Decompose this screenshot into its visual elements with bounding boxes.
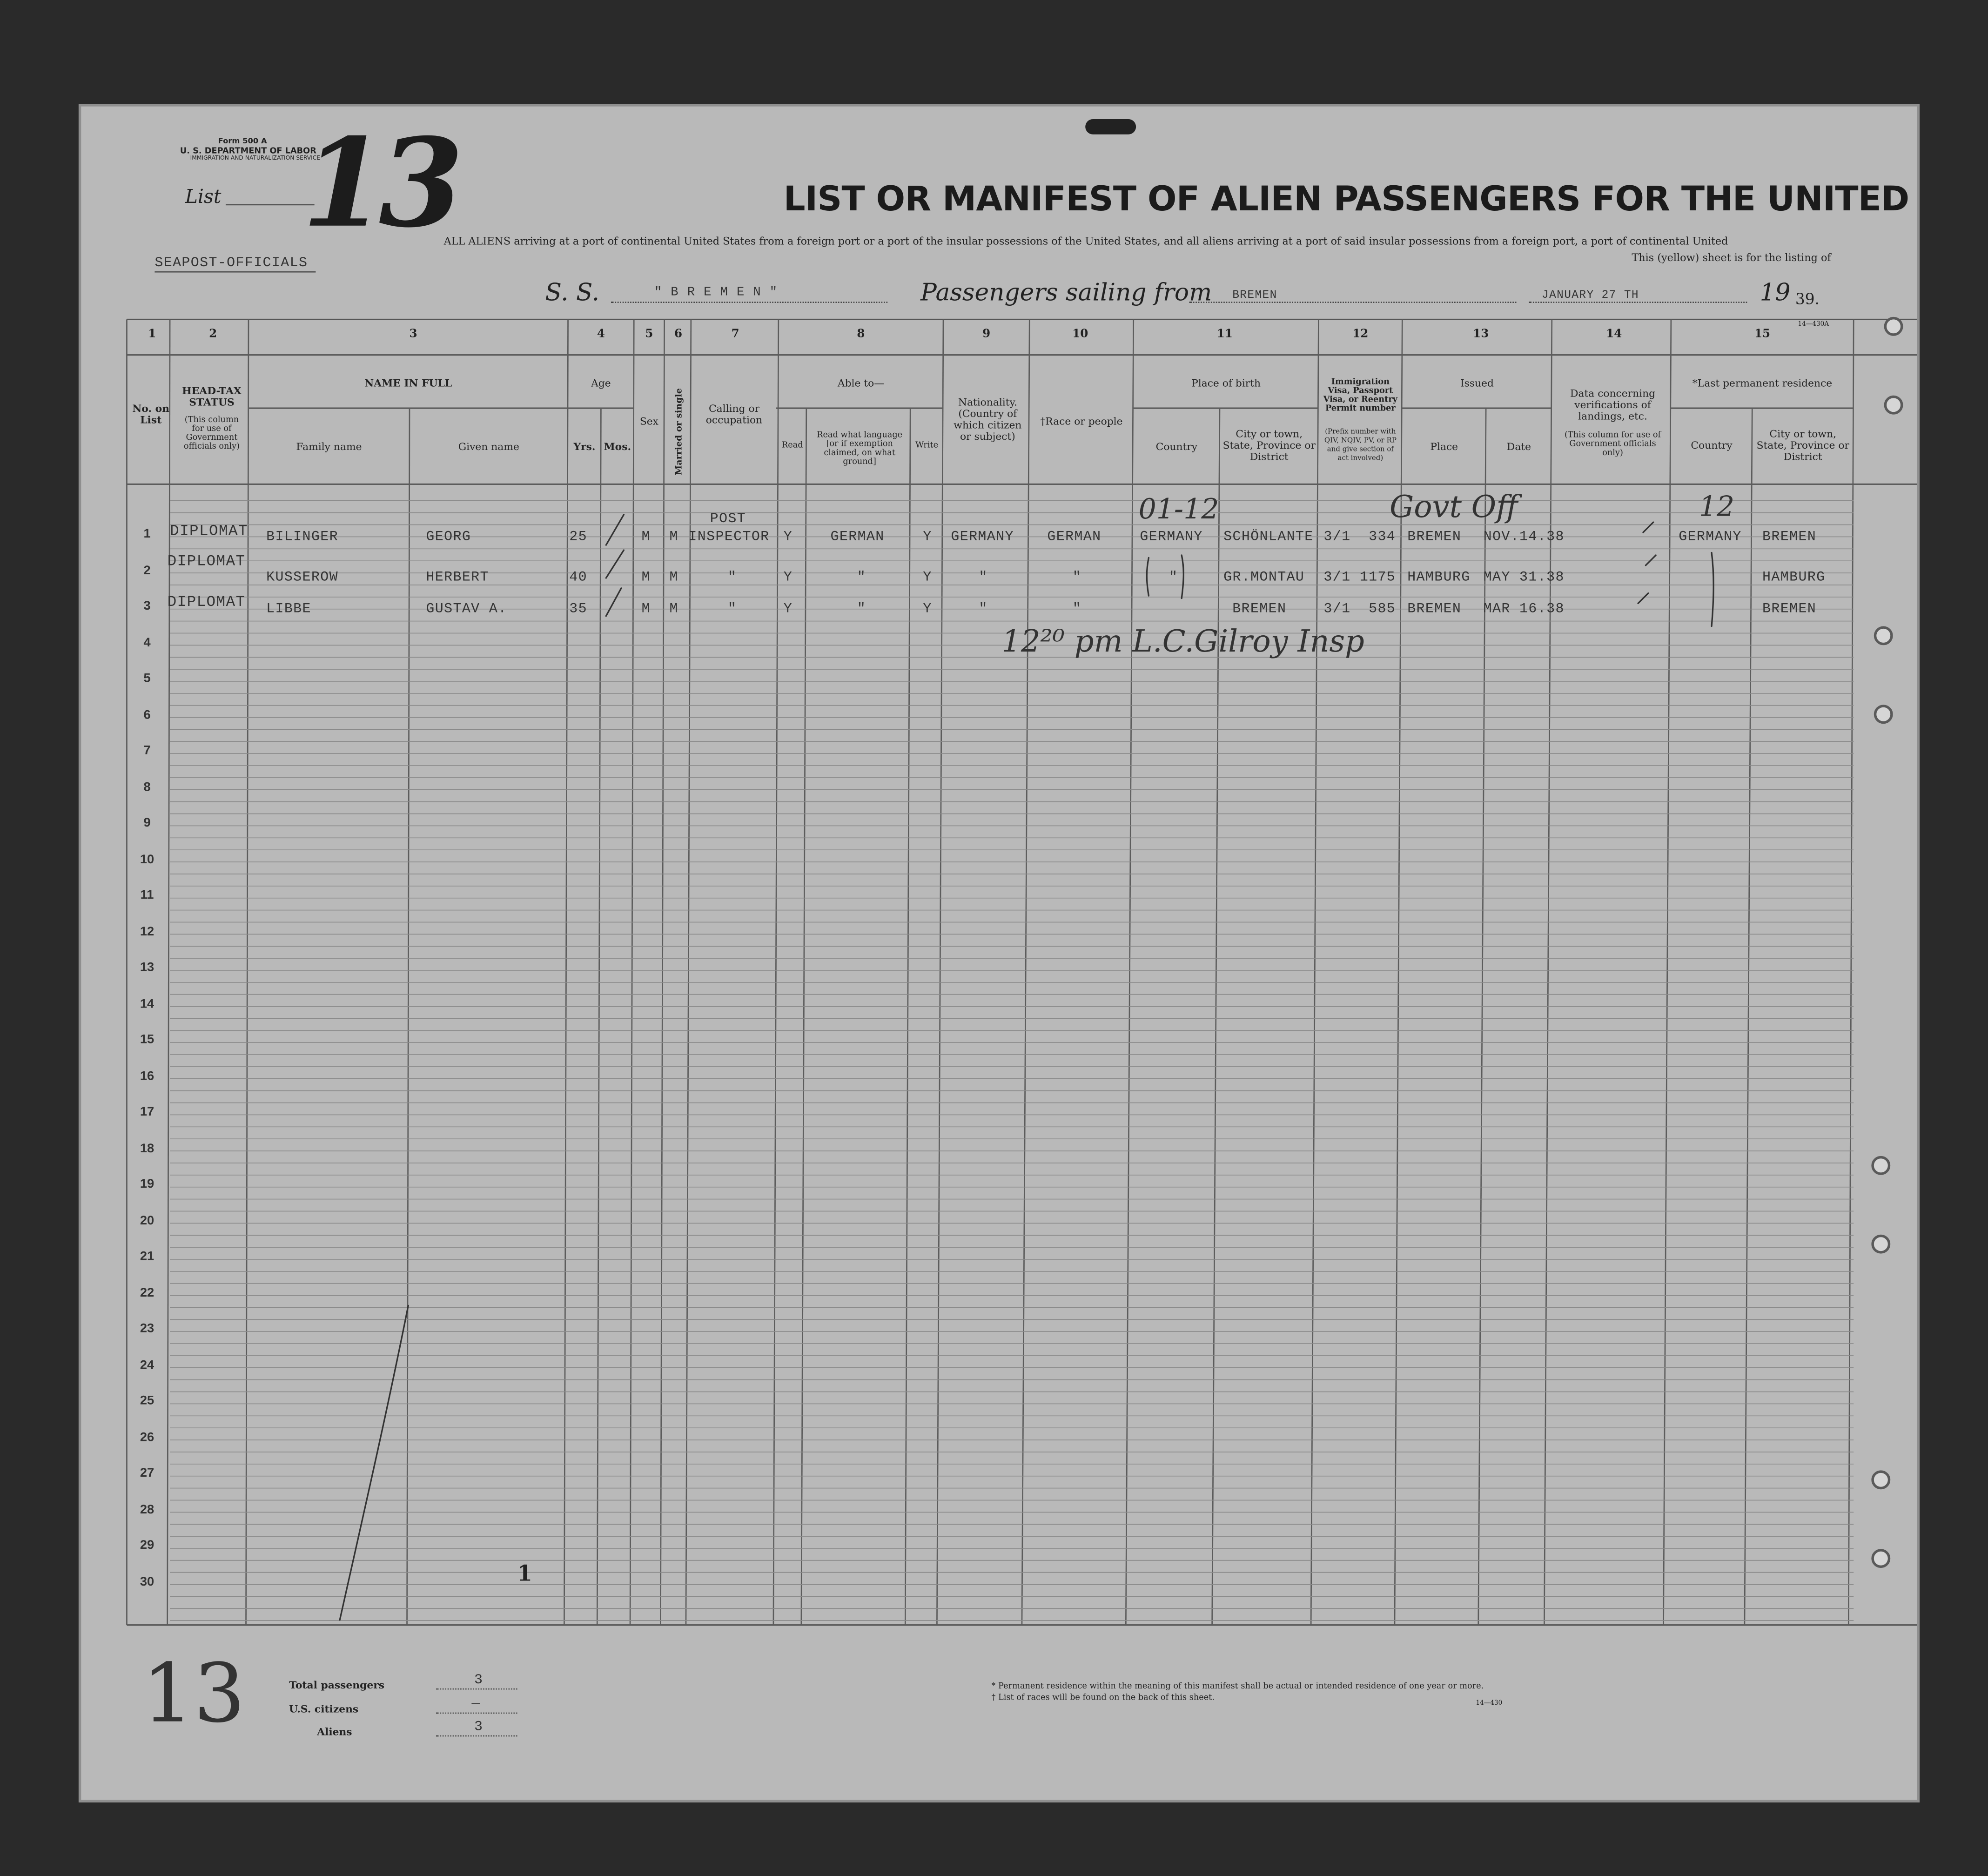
row-number: 23 xyxy=(140,1322,154,1336)
row1-language: GERMAN xyxy=(830,530,885,545)
total-passengers-label: Total passengers xyxy=(289,1678,384,1691)
col-num-12: 12 xyxy=(1352,328,1369,341)
binder-hole xyxy=(1874,626,1893,645)
row3-occupation: " xyxy=(727,602,737,618)
hdr-read-language: Read what language [or if exemption claimed, on what ground] xyxy=(817,430,903,467)
us-citizens-label: U.S. citizens xyxy=(289,1702,359,1715)
row-number: 6 xyxy=(143,708,151,722)
row2-yrs: 40 xyxy=(569,570,587,586)
page-mark: 1 xyxy=(517,1561,532,1587)
row3-language: " xyxy=(857,602,866,618)
col-num-6: 6 xyxy=(674,328,683,341)
row1-occupation-1: POST xyxy=(710,512,746,528)
binder-hole xyxy=(1871,1235,1890,1254)
ss-label: S. S. xyxy=(545,279,600,307)
col-num-14: 14 xyxy=(1606,328,1622,341)
hdr-head-tax: HEAD-TAX STATUS xyxy=(182,384,242,408)
col-num-2: 2 xyxy=(209,328,217,341)
row-number: 28 xyxy=(140,1502,154,1517)
hdr-mos: Mos. xyxy=(604,440,631,453)
row-number: 4 xyxy=(143,635,151,650)
row1-yrs: 25 xyxy=(569,530,587,545)
footnote-residence: * Permanent residence within the meaning of this manifest shall be actual or intended residence of one year or more. xyxy=(991,1681,1484,1691)
aliens-line xyxy=(436,1735,517,1737)
hdr-married: Married or single xyxy=(672,388,684,475)
row-number: 2 xyxy=(143,563,151,578)
hdr-able-to: Able to— xyxy=(837,377,884,390)
form-number: Form 500 A xyxy=(218,137,267,146)
row1-read: Y xyxy=(783,530,793,545)
row3-status: DIPLOMAT xyxy=(167,593,246,611)
hdr-res-country: Country xyxy=(1691,440,1733,451)
hdr-issued-place: Place xyxy=(1430,441,1458,453)
handwritten-govt-off: Govt Off xyxy=(1390,489,1518,525)
row1-write: Y xyxy=(923,530,932,545)
binder-hole xyxy=(1884,396,1903,415)
hdr-name-in-full: NAME IN FULL xyxy=(364,376,452,390)
sailing-label: Passengers sailing from xyxy=(920,279,1212,307)
row2-res-city: HAMBURG xyxy=(1762,570,1826,586)
row3-read: Y xyxy=(783,602,793,618)
us-citizens-value: — xyxy=(471,1697,481,1713)
list-number: 13 xyxy=(302,111,456,255)
total-passengers-line xyxy=(436,1688,517,1690)
ink-blot xyxy=(1085,119,1136,134)
hdr-res-city: City or town, State, Province or District xyxy=(1756,428,1849,463)
col-num-10: 10 xyxy=(1072,328,1088,341)
row1-visa: 3/1 334 xyxy=(1323,530,1396,545)
handwritten-res-code: 12 xyxy=(1699,491,1735,524)
col-num-5: 5 xyxy=(645,328,653,341)
hdr-head-tax-note: (This column for use of Government officials only) xyxy=(183,414,240,451)
handwritten-birth-code: 01-12 xyxy=(1138,494,1219,526)
hdr-calling: Calling or occupation xyxy=(705,403,763,426)
col-num-13: 13 xyxy=(1473,328,1489,341)
row2-visa: 3/1 1175 xyxy=(1323,570,1396,586)
sailing-port: BREMEN xyxy=(1232,289,1277,302)
row3-write: Y xyxy=(923,602,932,618)
ship-name: " B R E M E N " xyxy=(654,286,778,301)
row2-read: Y xyxy=(783,570,793,586)
hdr-visa-note: (Prefix number with QIV, NQIV, PV, or RP and give section of act involved) xyxy=(1324,428,1397,463)
row-number: 3 xyxy=(143,599,151,614)
row3-res-city: BREMEN xyxy=(1762,602,1817,618)
row2-birth-country: " xyxy=(1169,570,1178,586)
row1-status: DIPLOMAT xyxy=(170,522,248,540)
row-number: 8 xyxy=(143,780,151,794)
col-num-8: 8 xyxy=(857,328,865,341)
row3-birth-city: BREMEN xyxy=(1232,602,1287,618)
hdr-issued: Issued xyxy=(1460,377,1494,390)
row-number: 12 xyxy=(140,924,154,939)
row2-family: KUSSEROW xyxy=(266,570,338,586)
total-passengers-value: 3 xyxy=(474,1673,484,1688)
row-number: 27 xyxy=(140,1466,154,1481)
row-number: 13 xyxy=(140,961,154,975)
row2-race: " xyxy=(1072,570,1082,586)
handwritten-signature: 12²⁰ pm L.C.Gilroy Insp xyxy=(1001,624,1364,659)
row2-occupation: " xyxy=(727,570,737,586)
hdr-last-residence: *Last permanent residence xyxy=(1692,377,1833,390)
binder-hole xyxy=(1871,1549,1890,1568)
row3-issued-date: MAR 16.38 xyxy=(1483,602,1565,618)
col-num-7: 7 xyxy=(731,328,739,341)
service: IMMIGRATION AND NATURALIZATION SERVICE xyxy=(190,156,321,162)
row-number: 9 xyxy=(143,816,151,830)
row-number: 18 xyxy=(140,1141,154,1156)
row-number: 19 xyxy=(140,1177,154,1192)
row1-sex: M xyxy=(641,530,651,545)
hdr-place-of-birth: Place of birth xyxy=(1191,377,1261,390)
footnote-races: † List of races will be found on the back of this sheet. xyxy=(991,1692,1215,1702)
row3-given: GUSTAV A. xyxy=(426,602,507,618)
binder-hole xyxy=(1874,705,1893,724)
col-num-4: 4 xyxy=(597,328,605,341)
row3-issued-place: BREMEN xyxy=(1407,602,1462,618)
row1-occupation-2: INSPECTOR xyxy=(688,530,770,545)
row1-given: GEORG xyxy=(426,530,471,545)
manifest-title: LIST OR MANIFEST OF ALIEN PASSENGERS FOR THE UNITED xyxy=(783,180,1909,220)
row1-issued-place: BREMEN xyxy=(1407,530,1462,545)
row-number: 11 xyxy=(140,888,154,903)
list-label: List xyxy=(185,185,222,208)
row1-race: GERMAN xyxy=(1047,530,1101,545)
hdr-birth-country: Country xyxy=(1155,441,1198,453)
row-number: 15 xyxy=(140,1033,154,1047)
row-number: 1 xyxy=(143,527,151,541)
hdr-birth-city: City or town, State, Province or District xyxy=(1222,428,1316,463)
subtitle-line-2: This (yellow) sheet is for the listing of xyxy=(1632,251,1831,264)
row1-nationality: GERMANY xyxy=(951,530,1014,545)
row-number: 30 xyxy=(140,1575,154,1589)
row1-birth-city: SCHÖNLANTE xyxy=(1223,530,1314,545)
row2-nationality: " xyxy=(979,570,988,586)
hdr-age: Age xyxy=(591,377,611,390)
footer-number: 13 xyxy=(142,1647,246,1742)
col-num-3: 3 xyxy=(409,328,417,341)
row-number: 26 xyxy=(140,1430,154,1445)
row1-res-city: BREMEN xyxy=(1762,530,1817,545)
hdr-write: Write xyxy=(915,440,939,450)
us-citizens-line xyxy=(436,1713,517,1714)
row-number: 7 xyxy=(143,744,151,758)
row-number: 14 xyxy=(140,997,154,1011)
col-num-9: 9 xyxy=(982,328,991,341)
row2-ms: M xyxy=(669,570,678,586)
aliens-value: 3 xyxy=(474,1720,484,1735)
row-number: 25 xyxy=(140,1394,154,1408)
hdr-race: †Race or people xyxy=(1040,416,1123,427)
row-number: 24 xyxy=(140,1358,154,1372)
row-number: 10 xyxy=(140,852,154,867)
hdr-given-name: Given name xyxy=(458,441,519,453)
row-number: 17 xyxy=(140,1105,154,1119)
col-num-1: 1 xyxy=(148,328,156,341)
row-number: 16 xyxy=(140,1069,154,1083)
corner-code: 14—430A xyxy=(1798,321,1829,329)
hdr-data-concerning: Data concerning verifications of landings, etc. xyxy=(1570,388,1656,422)
row-number: 29 xyxy=(140,1539,154,1553)
row-number: 21 xyxy=(140,1250,154,1264)
row1-res-country: GERMANY xyxy=(1679,530,1742,545)
hdr-sex: Sex xyxy=(639,416,658,427)
col-num-15: 15 xyxy=(1754,328,1771,341)
form-code: 14—430 xyxy=(1476,1700,1503,1708)
hdr-family-name: Family name xyxy=(296,441,362,453)
year-prefix: 19 xyxy=(1760,279,1791,307)
row1-issued-date: NOV.14.38 xyxy=(1483,530,1565,545)
sailing-date: JANUARY 27 TH xyxy=(1541,289,1639,302)
row2-language: " xyxy=(857,570,866,586)
hdr-read: Read xyxy=(781,440,803,450)
hdr-no-on-list: No. on List xyxy=(132,402,170,426)
row1-birth-country: GERMANY xyxy=(1140,530,1203,545)
binder-hole xyxy=(1871,1470,1890,1489)
row1-ms: M xyxy=(669,530,678,545)
subtitle-line-1: ALL ALIENS arriving at a port of continental United States from a foreign port or a port of the insular possessions of the United States, and all aliens arriving at a port of said insular possessions from a foreign port, a port of continental United xyxy=(443,234,1728,248)
row-number: 5 xyxy=(143,672,151,686)
hdr-data-note: (This column for use of Government officials only) xyxy=(1564,430,1661,458)
department: U. S. DEPARTMENT OF LABOR xyxy=(180,146,316,156)
binder-hole xyxy=(1884,317,1903,336)
row-number: 20 xyxy=(140,1213,154,1228)
hdr-nationality: Nationality. (Country of which citizen or subject) xyxy=(954,397,1022,443)
row3-sex: M xyxy=(641,602,651,618)
hdr-visa: Immigration Visa, Passport Visa, or Reentry Permit number xyxy=(1323,376,1397,413)
row3-nationality: " xyxy=(979,602,988,618)
row3-ms: M xyxy=(669,602,678,618)
row3-visa: 3/1 585 xyxy=(1323,602,1396,618)
row2-sex: M xyxy=(641,570,651,586)
row2-status: DIPLOMAT xyxy=(167,552,246,571)
year-suffix: 39. xyxy=(1795,290,1820,308)
aliens-label: Aliens xyxy=(317,1725,352,1738)
seapost-stamp: SEAPOST-OFFICIALS xyxy=(154,256,315,272)
hdr-yrs: Yrs. xyxy=(573,440,596,453)
row2-given: HERBERT xyxy=(426,570,489,586)
row3-race: " xyxy=(1072,602,1082,618)
row-number: 22 xyxy=(140,1286,154,1300)
row3-family: LIBBE xyxy=(266,602,311,618)
binder-hole xyxy=(1871,1156,1890,1175)
row2-issued-date: MAY 31.38 xyxy=(1483,570,1565,586)
row3-yrs: 35 xyxy=(569,602,587,618)
row2-write: Y xyxy=(923,570,932,586)
row1-family: BILINGER xyxy=(266,530,338,545)
col-num-11: 11 xyxy=(1216,328,1233,341)
hdr-issued-date: Date xyxy=(1506,441,1531,453)
row2-birth-city: GR.MONTAU xyxy=(1223,570,1305,586)
row2-issued-place: HAMBURG xyxy=(1407,570,1471,586)
